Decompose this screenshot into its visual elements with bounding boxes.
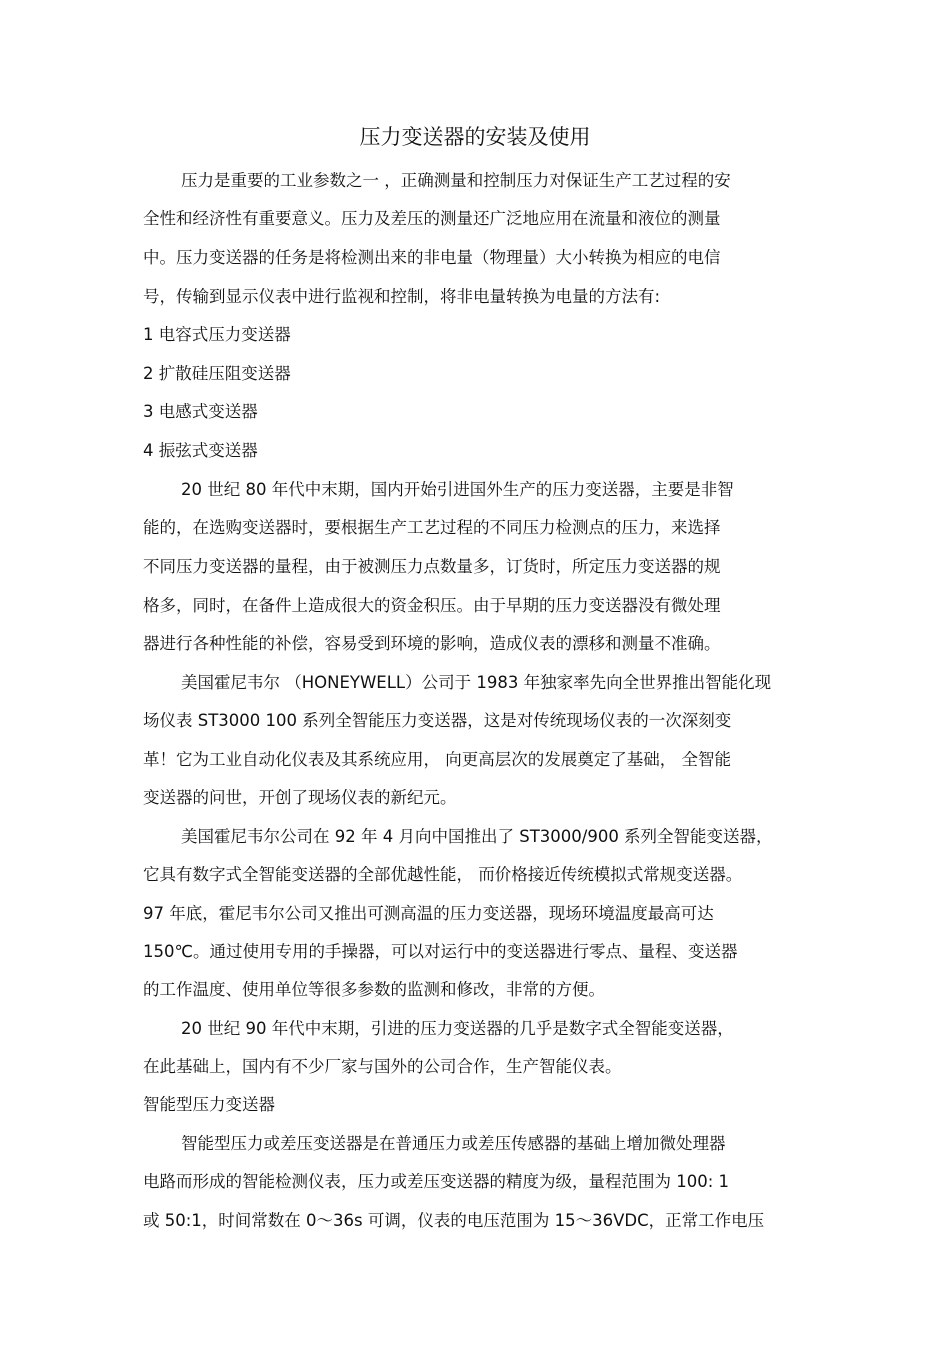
paragraph-line: 号，传输到显示仪表中进行监视和控制，将非电量转换为电量的方法有: [143, 287, 661, 306]
paragraph-line: 变送器的问世，开创了现场仪表的新纪元。 [143, 788, 457, 807]
paragraph-line: 格多，同时，在备件上造成很大的资金积压。由于早期的压力变送器没有微处理 [143, 596, 721, 615]
paragraph-line: 20 世纪 80 年代中末期，国内开始引进国外生产的压力变送器，主要是非智 [181, 480, 734, 499]
paragraph-line: 全性和经济性有重要意义。压力及差压的测量还广泛地应用在流量和液位的测量 [143, 209, 721, 228]
paragraph-line: 场仪表 ST3000 100 系列全智能压力变送器，这是对传统现场仪表的一次深刻变 [143, 711, 732, 730]
paragraph-line: 压力是重要的工业参数之一 ，正确测量和控制压力对保证生产工艺过程的安 [181, 171, 731, 190]
paragraph-line: 在此基础上，国内有不少厂家与国外的公司合作，生产智能仪表。 [143, 1057, 622, 1076]
paragraph-line: 器进行各种性能的补偿，容易受到环境的影响，造成仪表的漂移和测量不准确。 [143, 634, 721, 653]
paragraph-line: 革！它为工业自动化仪表及其系统应用， 向更高层次的发展奠定了基础， 全智能 [143, 750, 731, 769]
paragraph-line: 不同压力变送器的量程，由于被测压力点数量多，订货时，所定压力变送器的规 [143, 557, 721, 576]
paragraph-line: 美国霍尼韦尔 （HONEYWELL）公司于 1983 年独家率先向全世界推出智能化现 [181, 673, 772, 692]
list-item: 2 扩散硅压阻变送器 [143, 364, 291, 383]
document-title: 压力变送器的安装及使用 [359, 125, 591, 149]
list-item: 1 电容式压力变送器 [143, 325, 291, 344]
paragraph-line: 电路而形成的智能检测仪表，压力或差压变送器的精度为级，量程范围为 100: 1 [143, 1172, 730, 1191]
paragraph-line: 150℃。通过使用专用的手操器，可以对运行中的变送器进行零点、量程、变送器 [143, 942, 738, 961]
paragraph-line: 或 50:1，时间常数在 0～36s 可调，仪表的电压范围为 15～36VDC，正常工作电压 [143, 1211, 765, 1230]
paragraph-line: 20 世纪 90 年代中末期，引进的压力变送器的几乎是数字式全智能变送器， [181, 1019, 734, 1038]
list-item: 3 电感式变送器 [143, 402, 258, 421]
paragraph-line: 智能型压力或差压变送器是在普通压力或差压传感器的基础上增加微处理器 [181, 1134, 726, 1153]
list-item: 4 振弦式变送器 [143, 441, 258, 460]
section-heading: 智能型压力变送器 [143, 1095, 275, 1114]
paragraph-line: 中。压力变送器的任务是将检测出来的非电量（物理量）大小转换为相应的电信 [143, 248, 721, 267]
paragraph-line: 它具有数字式全智能变送器的全部优越性能， 而价格接近传统模拟式常规变送器。 [143, 865, 743, 884]
paragraph-line: 的工作温度、使用单位等很多参数的监测和修改，非常的方便。 [143, 980, 605, 999]
paragraph-line: 能的，在选购变送器时，要根据生产工艺过程的不同压力检测点的压力，来选择 [143, 518, 721, 537]
paragraph-line: 美国霍尼韦尔公司在 92 年 4 月向中国推出了 ST3000/900 系列全智能变送器， [181, 827, 773, 846]
paragraph-line: 97 年底，霍尼韦尔公司又推出可测高温的压力变送器，现场环境温度最高可达 [143, 904, 714, 923]
